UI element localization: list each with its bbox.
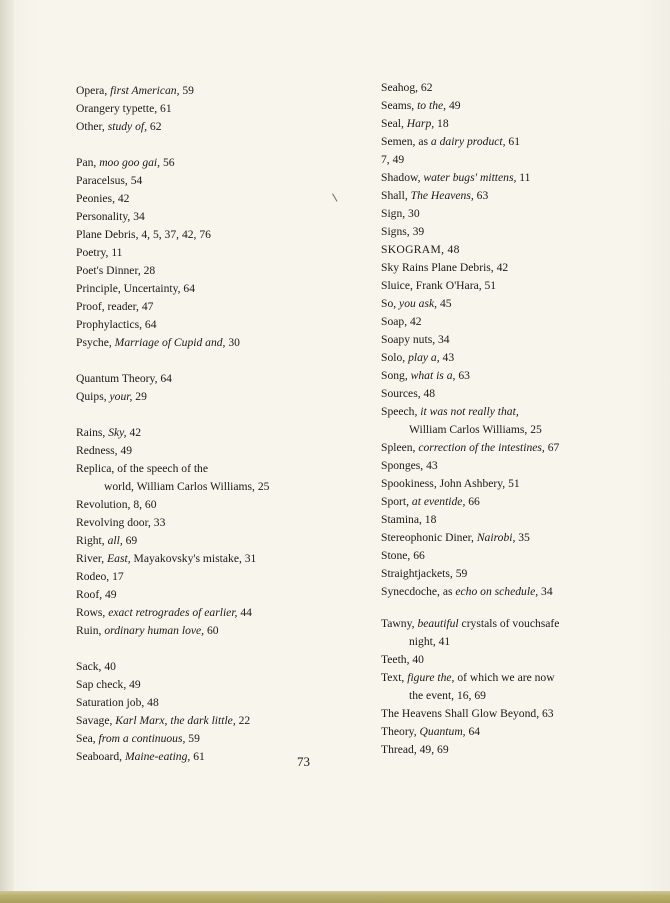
index-entry	[381, 584, 553, 600]
index-entry-tail: 35	[515, 531, 530, 544]
index-entry-head: Sea,	[76, 732, 99, 745]
index-entry	[381, 206, 420, 222]
index-entry	[76, 497, 157, 513]
index-entry-mod: figure the,	[407, 671, 455, 684]
index-entry	[76, 227, 211, 243]
index-entry-head: Opera,	[76, 84, 111, 97]
index-entry-tail: 18	[434, 117, 449, 130]
index-entry	[76, 695, 159, 711]
index-entry	[76, 659, 116, 675]
index-entry-mod: Quantum,	[419, 725, 466, 738]
index-entry	[381, 706, 554, 722]
index-entry-head: Poet's Dinner, 28	[76, 264, 156, 277]
index-entry	[381, 350, 454, 366]
index-entry-head: Quantum Theory, 64	[76, 372, 172, 385]
index-entry	[381, 742, 449, 758]
index-entry-tail: crystals of vouchsafe	[458, 617, 560, 630]
index-entry-tail: 49	[446, 99, 461, 112]
index-entry	[76, 443, 132, 459]
index-entry-head: Seahog, 62	[381, 81, 433, 94]
index-entry	[381, 494, 480, 510]
index-entry-tail: 59	[179, 84, 194, 97]
index-entry-head: Ruin,	[76, 624, 105, 637]
index-entry-head: Stone, 66	[381, 549, 425, 562]
index-entry	[381, 314, 422, 330]
index-entry	[76, 119, 162, 135]
index-entry	[381, 548, 425, 564]
index-entry	[76, 731, 200, 747]
index-entry-head: Redness, 49	[76, 444, 133, 457]
index-entry-mod: Marriage of Cupid and,	[114, 336, 226, 349]
index-entry-mod: study of,	[107, 120, 148, 133]
index-entry-mod: all,	[107, 534, 123, 547]
index-entry	[76, 587, 117, 603]
index-entry	[76, 335, 240, 351]
index-entry-head: SKOGRAM, 48	[381, 243, 460, 256]
index-entry	[381, 530, 530, 546]
index-entry-head: Sources, 48	[381, 387, 436, 400]
index-entry-head: Paracelsus, 54	[76, 174, 143, 187]
index-entry-head: Pan,	[76, 156, 100, 169]
page-gutter	[0, 0, 14, 903]
index-entry	[381, 116, 449, 132]
index-entry-tail: 56	[160, 156, 175, 169]
index-entry-head: Song,	[381, 369, 411, 382]
index-entry	[381, 670, 555, 686]
index-entry-head: Sky Rains Plane Debris, 42	[381, 261, 509, 274]
index-entry-tail: 11	[516, 171, 531, 184]
index-entry-head: Rains,	[76, 426, 109, 439]
index-entry	[381, 724, 480, 740]
index-entry	[381, 616, 559, 632]
index-entry-tail: 59	[185, 732, 200, 745]
index-entry-tail: 43	[439, 351, 455, 364]
index-entry-tail: 45	[437, 297, 452, 310]
index-entry-mod: The Heavens,	[410, 189, 474, 202]
index-entry	[76, 155, 175, 171]
index-entry	[381, 634, 450, 650]
index-entry-head: Text,	[381, 671, 408, 684]
index-entry-head: The Heavens Shall Glow Beyond, 63	[381, 707, 554, 720]
page-bottom-edge	[0, 891, 670, 903]
index-entry-head: Shall,	[381, 189, 411, 202]
index-entry-head: Soap, 42	[381, 315, 422, 328]
index-entry	[76, 83, 194, 99]
index-entry	[381, 152, 404, 168]
index-entry-mod: Maine-eating,	[124, 750, 191, 763]
index-entry-mod: Nairobi,	[476, 531, 516, 544]
index-entry-head: Rows,	[76, 606, 109, 619]
index-entry	[76, 623, 219, 639]
index-entry-head: Seaboard,	[76, 750, 125, 763]
index-entry-head: Teeth, 40	[381, 653, 424, 666]
index-entry	[76, 461, 208, 477]
index-entry	[381, 386, 435, 402]
index-entry-head: Semen, as	[381, 135, 431, 148]
index-entry	[381, 188, 488, 204]
index-entry-head: Spleen,	[381, 441, 419, 454]
index-entry-tail: Mayakovsky's mistake, 31	[130, 552, 257, 565]
index-entry-tail: of which we are now	[454, 671, 555, 684]
index-entry-head: Replica, of the speech of the	[76, 462, 208, 475]
index-entry-tail: 64	[465, 725, 481, 738]
index-entry-tail: 29	[132, 390, 147, 403]
index-entry-head: Revolving door, 33	[76, 516, 166, 529]
index-entry	[381, 80, 433, 96]
index-entry-tail: 61	[190, 750, 205, 763]
index-entry-head: Peonies, 42	[76, 192, 130, 205]
index-entry-head: Poetry, 11	[76, 246, 123, 259]
index-entry-head: Sap check, 49	[76, 678, 141, 691]
stray-mark	[332, 191, 341, 201]
index-entry-tail: 67	[544, 441, 560, 454]
index-entry-tail: 42	[126, 426, 142, 439]
index-entry-tail: 44	[237, 606, 252, 619]
index-entry	[76, 173, 142, 189]
index-entry-head: Rodeo, 17	[76, 570, 124, 583]
index-entry-mod: from a continuous,	[98, 732, 186, 745]
index-entry-head: Proof, reader, 47	[76, 300, 154, 313]
index-entry	[381, 512, 436, 528]
index-entry-head: Straightjackets, 59	[381, 567, 468, 580]
index-entry-mod: beautiful	[417, 617, 459, 630]
index-entry	[381, 688, 486, 704]
index-entry	[381, 404, 519, 420]
index-entry-mod: Harp,	[406, 117, 435, 130]
index-entry-head: Sack, 40	[76, 660, 116, 673]
index-entry	[381, 224, 424, 240]
index-entry-head: the event, 16, 69	[409, 689, 486, 702]
index-entry	[381, 476, 520, 492]
index-entry-head: 7, 49	[381, 153, 405, 166]
page-number: 73	[297, 754, 310, 769]
index-entry	[76, 425, 141, 441]
index-entry-head: Seams,	[381, 99, 418, 112]
index-entry-mod: exact retrogrades of earlier,	[108, 606, 238, 619]
index-entry-mod: your,	[109, 390, 133, 403]
index-entry	[76, 245, 122, 261]
index-entry-head: Other,	[76, 120, 108, 133]
index-entry-head: Sport,	[381, 495, 412, 508]
index-entry-head: Orangery typette, 61	[76, 102, 172, 115]
index-entry	[76, 299, 153, 315]
index-entry	[76, 677, 141, 693]
index-entry-mod: echo on schedule,	[455, 585, 539, 598]
index-entry-head: So,	[381, 297, 400, 310]
index-entry	[381, 422, 542, 438]
index-entry-head: world, William Carlos Williams, 25	[104, 480, 270, 493]
index-entry-tail: 30	[225, 336, 240, 349]
index-entry	[76, 749, 205, 765]
index-entry-mod: Karl Marx, the dark little,	[115, 714, 236, 727]
index-entry-head: Shadow,	[381, 171, 424, 184]
index-entry-head: Tawny,	[381, 617, 418, 630]
index-entry	[381, 98, 461, 114]
index-entry-tail: 69	[122, 534, 138, 547]
index-entry-tail: 63	[473, 189, 489, 202]
index-entry-tail: 60	[204, 624, 219, 637]
index-entry	[381, 332, 450, 348]
index-entry-head: Synecdoche, as	[381, 585, 456, 598]
index-entry-tail: 63	[455, 369, 470, 382]
index-entry	[76, 551, 256, 567]
index-entry-head: Sign, 30	[381, 207, 420, 220]
index-entry-mod: correction of the intestines,	[418, 441, 545, 454]
index-entry	[76, 101, 172, 117]
index-entry-head: Stamina, 18	[381, 513, 437, 526]
index-entry-mod: water bugs' mittens,	[423, 171, 517, 184]
index-entry-tail: 22	[235, 714, 251, 727]
index-entry	[76, 191, 129, 207]
index-entry-mod: moo goo gai,	[99, 156, 161, 169]
index-entry-head: Sluice, Frank O'Hara, 51	[381, 279, 497, 292]
index-entry	[76, 713, 250, 729]
index-entry-head: Theory,	[381, 725, 420, 738]
index-entry	[381, 652, 424, 668]
index-entry-head: River,	[76, 552, 108, 565]
index-entry-head: Revolution, 8, 60	[76, 498, 157, 511]
index-entry	[76, 515, 165, 531]
index-entry-head: Stereophonic Diner,	[381, 531, 477, 544]
index-entry	[76, 281, 195, 297]
index-entry-head: Roof, 49	[76, 588, 117, 601]
index-entry	[381, 242, 460, 258]
index-entry-head: Savage,	[76, 714, 116, 727]
index-entry-head: Spookiness, John Ashbery, 51	[381, 477, 520, 490]
index-entry-head: Thread, 49, 69	[381, 743, 449, 756]
index-entry-head: William Carlos Williams, 25	[409, 423, 542, 436]
index-entry	[381, 134, 520, 150]
index-entry-head: Prophylactics, 64	[76, 318, 157, 331]
index-entry-head: Saturation job, 48	[76, 696, 159, 709]
index-entry	[381, 278, 496, 294]
index-entry-head: Quips,	[76, 390, 110, 403]
index-entry	[76, 533, 137, 549]
index-entry	[76, 479, 269, 495]
index-entry-head: Personality, 34	[76, 210, 145, 223]
index-entry	[76, 371, 172, 387]
index-entry-head: Right,	[76, 534, 108, 547]
index-entry-tail: 66	[465, 495, 480, 508]
index-entry	[381, 170, 530, 186]
index-entry	[381, 566, 467, 582]
index-entry-head: Psyche,	[76, 336, 115, 349]
index-entry-mod: it was not really that,	[420, 405, 519, 418]
index-entry-head: night, 41	[409, 635, 451, 648]
index-entry	[381, 368, 470, 384]
index-entry-mod: play a,	[408, 351, 440, 364]
index-entry-mod: at eventide,	[411, 495, 466, 508]
index-entry-head: Seal,	[381, 117, 407, 130]
index-entry-head: Principle, Uncertainty, 64	[76, 282, 196, 295]
index-entry-mod: first American,	[110, 84, 180, 97]
index-entry	[381, 440, 559, 456]
index-entry-head: Speech,	[381, 405, 421, 418]
index-entry	[76, 263, 155, 279]
index-entry-tail: 61	[505, 135, 521, 148]
index-entry-tail: 34	[538, 585, 553, 598]
index-entry	[381, 458, 438, 474]
index-entry-head: Solo,	[381, 351, 409, 364]
index-entry	[76, 209, 145, 225]
index-entry-mod: ordinary human love,	[104, 624, 205, 637]
index-entry-mod: Sky,	[108, 426, 127, 439]
index-entry-head: Sponges, 43	[381, 459, 438, 472]
index-entry	[76, 569, 124, 585]
index-entry	[76, 317, 157, 333]
index-entry	[76, 605, 252, 621]
index-entry-mod: to the,	[417, 99, 447, 112]
index-entry	[76, 389, 147, 405]
index-entry-mod: what is a,	[410, 369, 456, 382]
index-entry-tail: 62	[147, 120, 162, 133]
index-entry-head: Signs, 39	[381, 225, 425, 238]
index-entry-head: Plane Debris, 4, 5, 37, 42, 76	[76, 228, 211, 241]
index-entry-mod: a dairy product,	[430, 135, 506, 148]
index-entry-head: Soapy nuts, 34	[381, 333, 450, 346]
index-entry-mod: you ask,	[399, 297, 438, 310]
index-entry	[381, 296, 452, 312]
index-entry-mod: East,	[107, 552, 131, 565]
index-entry	[381, 260, 508, 276]
